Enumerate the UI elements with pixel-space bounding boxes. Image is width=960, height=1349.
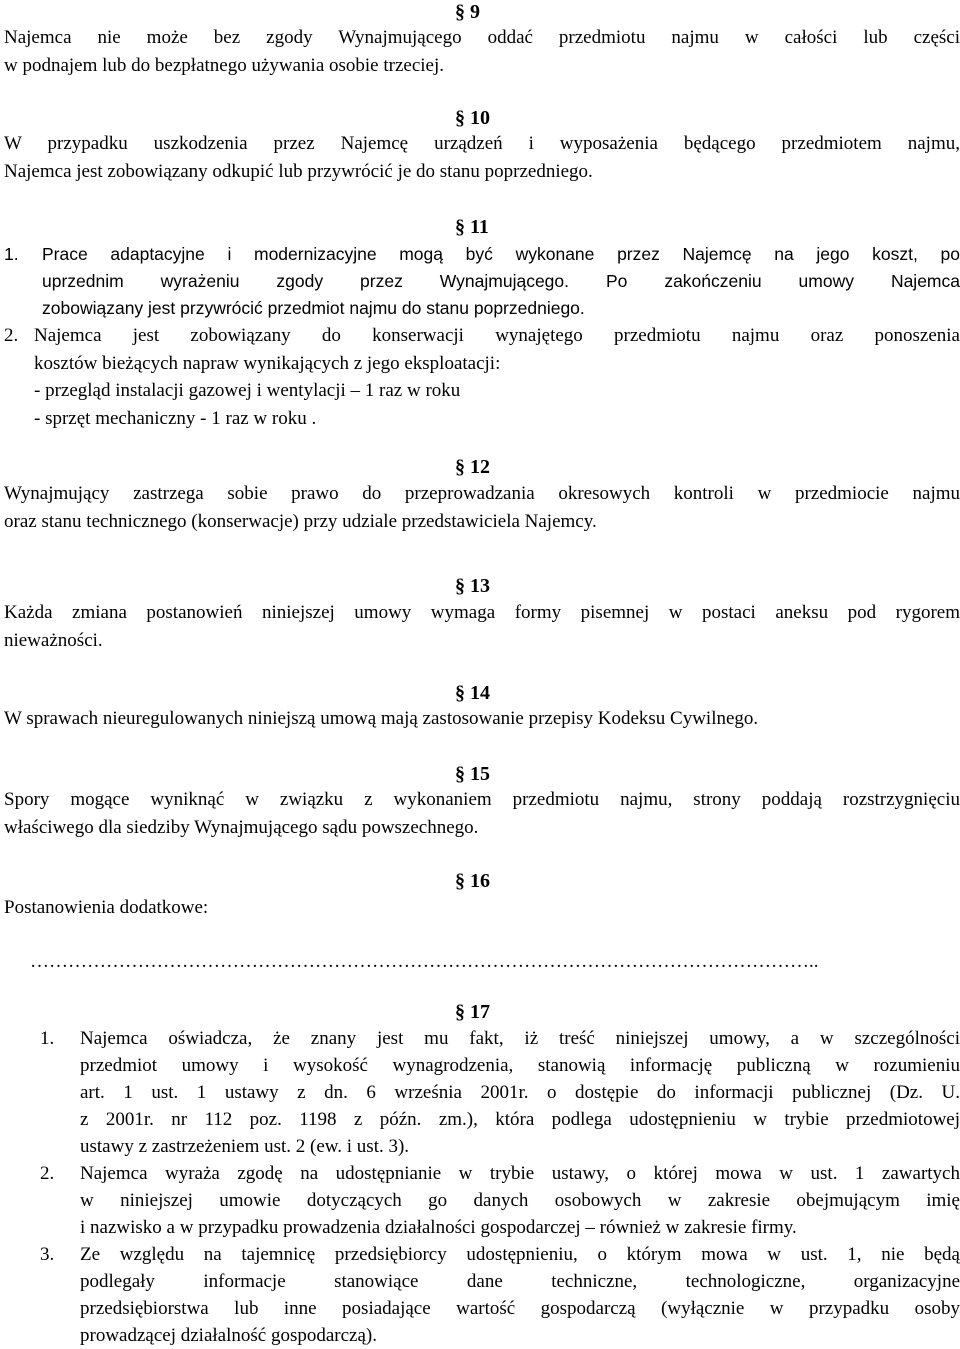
section-11-item-2-line: - przegląd instalacji gazowej i wentylacji – 1 raz w roku [34,380,461,401]
section-9-line: w podnajem lub do bezpłatnego używania osobie trzeciej. [4,55,445,76]
section-13-heading: § 13 [455,575,490,597]
section-17-item-line: prowadzącej działalność gospodarczą). [80,1325,377,1346]
section-17-item-number: 3. [40,1244,55,1265]
section-14-line: W sprawach nieuregulowanych niniejszą umową mają zastosowanie przepisy Kodeksu Cywilnego. [4,708,759,729]
section-12-body [4,480,960,536]
section-12-line: Wynajmujący zastrzega sobie prawo do przeprowadzania okresowych kontroli w przedmiocie najmu [4,483,960,504]
section-17-item-line: i nazwisko a w przypadku prowadzenia działalności gospodarczej – również w zakresie firmy. [80,1217,797,1238]
section-12-heading: § 12 [455,456,490,478]
section-17-item [4,1241,960,1349]
section-17-item-line: art. 1 ust. 1 ustawy z dn. 6 września 2001r. o dostępie do informacji publicznej (Dz. U. [80,1082,960,1103]
section-9-body [4,24,960,80]
section-11-item-1-line: zobowiązany jest przywrócić przedmiot najmu do stanu poprzedniego. [42,298,585,318]
section-17-item-line: w niniejszej umowie dotyczących go danych osobowych w zakresie obejmującym imię [80,1190,960,1211]
section-11-item-1-line: uprzednim wyrażeniu zgody przez Wynajmującego. Po zakończeniu umowy Najemca [42,271,960,291]
section-17-item-line: przedsiębiorstwa lub inne posiadające wartość gospodarczą (wyłącznie w przypadku osoby [80,1298,960,1319]
section-17-item [4,1025,960,1160]
section-13-line: nieważności. [4,630,103,651]
section-11-item-1 [4,241,960,322]
section-15-heading: § 15 [455,763,490,785]
section-16-body [4,894,960,922]
section-11-item-2 [4,322,960,432]
section-15-line: Spory mogące wyniknąć w związku z wykonaniem przedmiotu najmu, strony poddają rozstrzygnięciu [4,789,960,810]
section-17-heading: § 17 [455,1001,490,1023]
section-17-list [4,1025,960,1349]
section-11-item-2-line: Najemca jest zobowiązany do konserwacji wynajętego przedmiotu najmu oraz ponoszenia [34,325,960,346]
section-17-item-line: Najemca oświadcza, że znany jest mu fakt, iż treść niniejszej umowy, a w szczególności [80,1028,960,1049]
section-11-heading: § 11 [455,216,489,238]
section-16-heading: § 16 [455,870,490,892]
section-10-line: W przypadku uszkodzenia przez Najemcę urządzeń i wyposażenia będącego przedmiotem najmu, [4,133,960,154]
section-10-body [4,130,960,186]
section-17-item-line: Najemca wyraża zgodę na udostępnianie w trybie ustawy, o której mowa w ust. 1 zawartych [80,1163,960,1184]
section-17-item-line: przedmiot umowy i wysokość wynagrodzenia, stanowią informację publiczną w rozumieniu [80,1055,960,1076]
section-11-item-1-number: 1. [4,244,19,264]
section-15-body [4,786,960,842]
section-15-line: właściwego dla siedziby Wynajmującego sądu powszechnego. [4,817,479,838]
section-11-item-2-number: 2. [4,325,19,346]
section-11-item-2-line: kosztów bieżących napraw wynikających z jego eksploatacji: [34,352,501,374]
section-11-item-1-line: Prace adaptacyjne i modernizacyjne mogą być wykonane przez Najemcę na jego koszt, po [42,244,960,264]
section-14-heading: § 14 [455,682,490,704]
section-17-item [4,1160,960,1241]
section-13-line: Każda zmiana postanowień niniejszej umowy wymaga formy pisemnej w postaci aneksu pod rygorem [4,602,960,623]
additional-provisions-dots: …………………………………………………………………………………………………………….. [30,951,819,972]
section-12-line: oraz stanu technicznego (konserwacje) przy udziale przedstawiciela Najemcy. [4,511,597,532]
section-10-line: Najemca jest zobowiązany odkupić lub przywrócić je do stanu poprzedniego. [4,161,593,182]
section-17-item-line: podlegały informacje stanowiące dane techniczne, technologiczne, organizacyjne [80,1271,960,1292]
section-17-item-number: 2. [40,1163,55,1184]
section-14-body [4,705,960,733]
section-17-item-line: Ze względu na tajemnicę przedsiębiorcy udostępnieniu, o którym mowa w ust. 1, nie będą [80,1244,960,1265]
section-17-item-line: z 2001r. nr 112 poz. 1198 z późn. zm.), która podlega udostępnieniu w trybie przedmiotowej [80,1109,960,1130]
section-9-line: Najemca nie może bez zgody Wynajmującego oddać przedmiotu najmu w całości lub części [4,27,960,48]
section-17-item-number: 1. [40,1028,55,1049]
additional-provisions-label: Postanowienia dodatkowe: [4,897,209,918]
section-11-item-2-line: - sprzęt mechaniczny - 1 raz w roku . [34,407,317,429]
section-10-heading: § 10 [455,107,490,129]
section-17-item-line: ustawy z zastrzeżeniem ust. 2 (ew. i ust. 3). [80,1136,410,1157]
section-9-heading: § 9 [455,1,480,23]
section-13-body [4,599,960,655]
